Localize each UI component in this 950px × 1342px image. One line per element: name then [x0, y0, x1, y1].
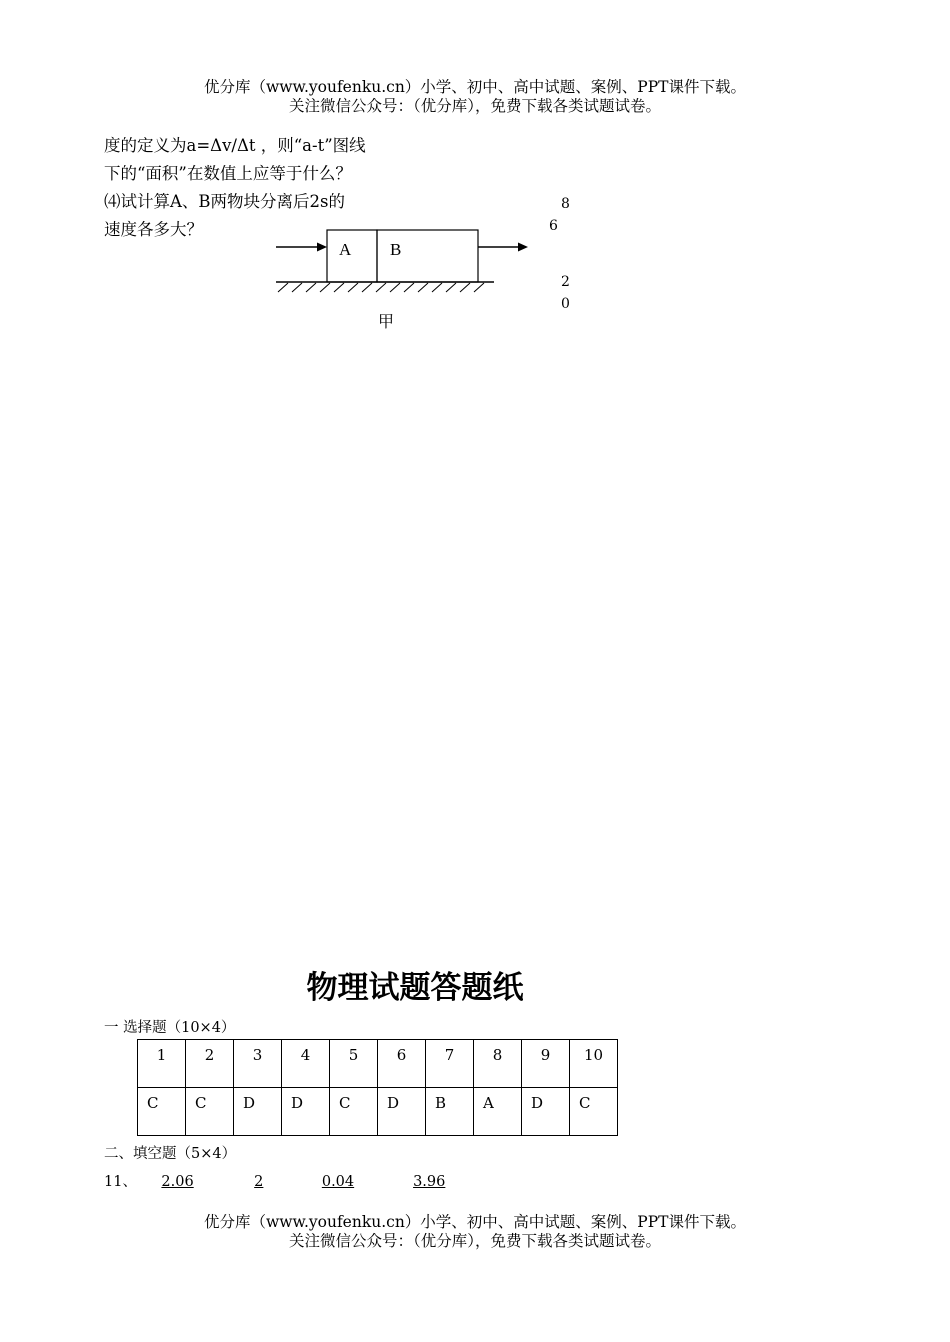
left-arrow-head: [317, 243, 327, 252]
question-line-4: 速度各多大？: [104, 220, 203, 239]
question-line-2: 下的“面积”在数值上应等于什么？: [104, 164, 352, 183]
answer-cell: B: [426, 1088, 474, 1136]
question-number-cell: 6: [378, 1040, 426, 1088]
answer-table-answer-row: [138, 1088, 618, 1136]
question-number-cell: 3: [234, 1040, 282, 1088]
answer-cell: C: [570, 1088, 618, 1136]
footer-line-2: 关注微信公众号：（优分库），免费下载各类试题试卷。: [288, 1232, 661, 1250]
fill-blank-answer: 0.04: [321, 1174, 355, 1190]
question-11-label: 11、: [104, 1174, 137, 1190]
answer-cell: C: [186, 1088, 234, 1136]
answer-cell: C: [330, 1088, 378, 1136]
axis-number-0: 0: [561, 296, 570, 312]
answer-cell: C: [138, 1088, 186, 1136]
fill-blank-answer: 2: [254, 1174, 264, 1190]
ground-hatching: [278, 283, 484, 292]
header-line-2: 关注微信公众号：（优分库），免费下载各类试题试卷。: [288, 97, 661, 115]
answer-table: [137, 1039, 618, 1136]
question-line-3: ⑷试计算A、B两物块分离后2s的: [104, 192, 346, 211]
blocks-diagram: [270, 222, 540, 302]
answer-table-header-row: [138, 1040, 618, 1088]
page-footer: [0, 1213, 950, 1251]
section-2-label: 二、填空题（5×4）: [104, 1146, 237, 1162]
question-number-cell: 1: [138, 1040, 186, 1088]
figure-caption: 甲: [378, 312, 395, 331]
axis-number-8: 8: [561, 196, 570, 212]
fill-blank-answer: 2.06: [161, 1174, 194, 1190]
question-number-cell: 8: [474, 1040, 522, 1088]
question-number-cell: 7: [426, 1040, 474, 1088]
answer-cell: A: [474, 1088, 522, 1136]
question-number-cell: 4: [282, 1040, 330, 1088]
fill-blank-answer: 3.96: [413, 1174, 446, 1190]
footer-line-1: 优分库（www.youfenku.cn）小学、初中、高中试题、案例、PPT课件下载。: [203, 1213, 747, 1231]
block-b-label: B: [390, 240, 402, 259]
answer-sheet-title: 物理试题答题纸: [306, 970, 524, 1006]
axis-number-2: 2: [561, 274, 570, 290]
question-line-1: 度的定义为a=Δv/Δt ，则“a-t”图线: [104, 136, 366, 155]
answer-cell: D: [234, 1088, 282, 1136]
block-a-label: A: [339, 240, 352, 259]
question-number-cell: 9: [522, 1040, 570, 1088]
answer-cell: D: [282, 1088, 330, 1136]
page-header: [0, 78, 950, 116]
axis-number-6: 6: [549, 218, 558, 234]
question-number-cell: 2: [186, 1040, 234, 1088]
answer-cell: D: [378, 1088, 426, 1136]
section-1-label: 一 选择题（10×4）: [104, 1020, 236, 1036]
answer-cell: D: [522, 1088, 570, 1136]
question-number-cell: 10: [570, 1040, 618, 1088]
question-11-answers: [104, 1170, 465, 1191]
right-arrow-head: [518, 243, 528, 252]
block-a: [327, 230, 377, 282]
question-number-cell: 5: [330, 1040, 378, 1088]
header-line-1: 优分库（www.youfenku.cn）小学、初中、高中试题、案例、PPT课件下载。: [203, 78, 747, 96]
